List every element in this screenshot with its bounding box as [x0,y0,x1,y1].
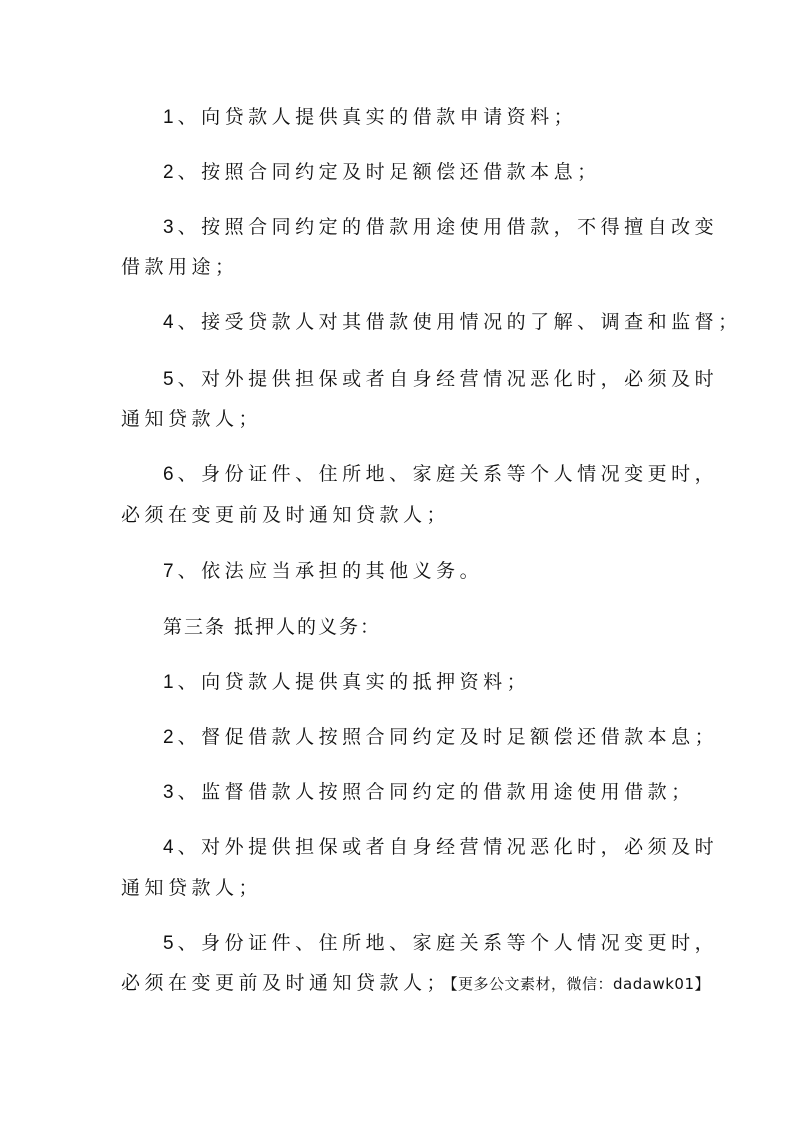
paragraph-text: 、向贷款人提供真实的借款申请资料； [177,106,578,128]
item-number: 4 [163,312,178,333]
paragraph-mortgagor-obligation-5 [163,934,718,953]
paragraph-text: 通知贷款人； [121,408,263,430]
item-number: 4 [163,837,178,858]
paragraph-text: 、按照合同约定的借款用途使用借款，不得擅自改变 [177,216,719,238]
paragraph-text: 、按照合同约定及时足额偿还借款本息； [177,161,601,183]
item-number: 3 [163,782,178,803]
item-number: 5 [163,933,178,954]
paragraph-continuation [121,410,262,429]
paragraph-continuation [121,506,450,525]
paragraph-text: 、接受贷款人对其借款使用情况的了解、调查和监督； [177,311,742,333]
item-number: 2 [163,727,178,748]
paragraph-borrower-obligation-6 [163,465,718,484]
paragraph-continuation [121,879,262,898]
paragraph-borrower-obligation-2 [163,163,601,182]
paragraph-text: 必须在变更前及时通知贷款人； [121,972,451,994]
item-number: 7 [163,561,178,582]
item-number: 2 [163,162,178,183]
item-number: 6 [163,464,178,485]
paragraph-mortgagor-obligation-1 [163,673,530,692]
item-number: 3 [163,217,178,238]
paragraph-borrower-obligation-7 [163,562,483,581]
paragraph-text: 借款用途； [121,256,239,278]
paragraph-text: 必须在变更前及时通知贷款人； [121,504,451,526]
paragraph-text: 、向贷款人提供真实的抵押资料； [177,671,531,693]
paragraph-mortgagor-obligation-4 [163,838,718,857]
paragraph-borrower-obligation-3 [163,218,718,237]
paragraph-text: 、身份证件、住所地、家庭关系等个人情况变更时， [177,463,719,485]
paragraph-continuation [121,258,239,277]
paragraph-text: 通知贷款人； [121,877,263,899]
paragraph-text: 、对外提供担保或者自身经营情况恶化时，必须及时 [177,368,719,390]
paragraph-text: 、身份证件、住所地、家庭关系等个人情况变更时， [177,932,719,954]
paragraph-borrower-obligation-5 [163,370,718,389]
section-heading [163,618,381,637]
paragraph-borrower-obligation-4 [163,313,742,332]
paragraph-continuation [121,974,710,994]
paragraph-borrower-obligation-1 [163,108,577,127]
paragraph-mortgagor-obligation-3 [163,783,695,802]
item-number: 1 [163,672,178,693]
paragraph-mortgagor-obligation-2 [163,728,718,747]
section-heading-text: 第三条 抵押人的义务： [163,616,382,638]
paragraph-text: 、对外提供担保或者自身经营情况恶化时，必须及时 [177,836,719,858]
item-number: 5 [163,369,178,390]
paragraph-text: 、督促借款人按照合同约定及时足额偿还借款本息； [177,726,719,748]
paragraph-text: 、监督借款人按照合同约定的借款用途使用借款； [177,781,695,803]
paragraph-text: 、依法应当承担的其他义务。 [177,560,484,582]
item-number: 1 [163,107,178,128]
promo-note: 【更多公文素材，微信：dadawk01】 [450,975,710,993]
